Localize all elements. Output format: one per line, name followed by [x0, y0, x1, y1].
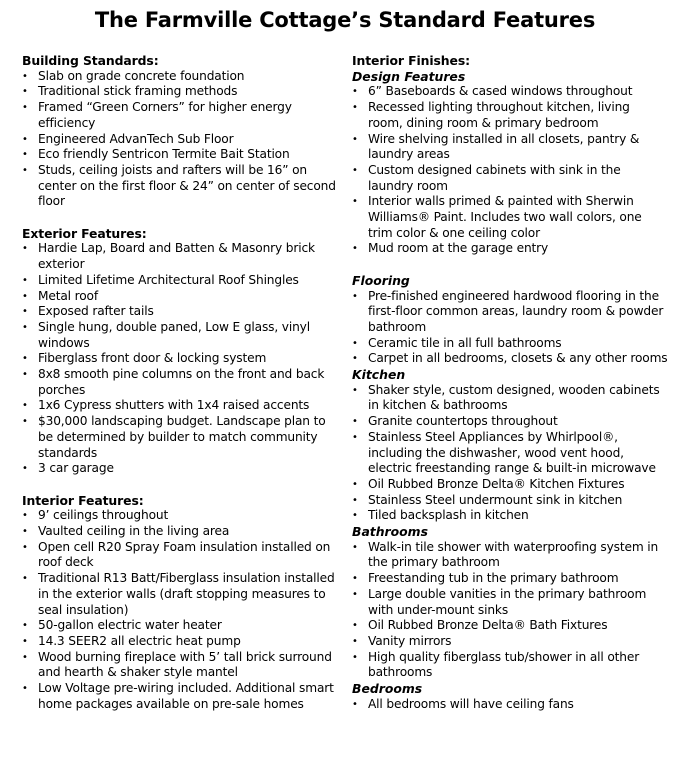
interior-features-list: [22, 508, 342, 712]
feature-list-item: • Exposed rafter tails: [22, 304, 342, 320]
feature-list-item: • Wood burning fireplace with 5’ tall brick surround and hearth & shaker style mantel: [22, 650, 342, 681]
building-standards-heading: Building Standards:: [22, 53, 159, 68]
feature-list-item: • Single hung, double paned, Low E glass, vinyl windows: [22, 320, 342, 351]
flooring-list: [352, 289, 668, 368]
feature-list-item: • Oil Rubbed Bronze Delta® Kitchen Fixtures: [352, 477, 668, 493]
kitchen-list: [352, 383, 668, 524]
bathrooms-list: [352, 540, 668, 681]
feature-list-item: • Tiled backsplash in kitchen: [352, 508, 668, 524]
feature-list-item: • 3 car garage: [22, 461, 342, 477]
feature-list-item: • Custom designed cabinets with sink in the laundry room: [352, 163, 668, 194]
feature-list-item: • All bedrooms will have ceiling fans: [352, 697, 668, 713]
feature-list-item: • Studs, ceiling joists and rafters will be 16” on center on the first floor & 24” on center of second floor: [22, 163, 342, 210]
feature-list-item: • Limited Lifetime Architectural Roof Shingles: [22, 273, 342, 289]
feature-list-item: • Recessed lighting throughout kitchen, living room, dining room & primary bedroom: [352, 100, 668, 131]
feature-list-item: • Interior walls primed & painted with Sherwin Williams® Paint. Includes two wall colors, one trim color & one ceiling color: [352, 194, 668, 241]
feature-list-item: • Large double vanities in the primary bathroom with under-mount sinks: [352, 587, 668, 618]
feature-list-item: • High quality fiberglass tub/shower in all other bathrooms: [352, 650, 668, 681]
feature-list-item: • Eco friendly Sentricon Termite Bait Station: [22, 147, 342, 163]
feature-list-item: • Slab on grade concrete foundation: [22, 69, 342, 85]
feature-list-item: • Traditional stick framing methods: [22, 84, 342, 100]
feature-list-item: • Wire shelving installed in all closets, pantry & laundry areas: [352, 132, 668, 163]
feature-list-item: • 50-gallon electric water heater: [22, 618, 342, 634]
interior-finishes-heading: Interior Finishes:: [352, 53, 470, 68]
feature-list-item: • Engineered AdvanTech Sub Floor: [22, 132, 342, 148]
feature-list-item: • Pre-finished engineered hardwood flooring in the first-floor common areas, laundry room & powder bathroom: [352, 289, 668, 336]
feature-list-item: • Hardie Lap, Board and Batten & Masonry brick exterior: [22, 241, 342, 272]
right-column: [352, 53, 668, 713]
feature-list-item: • Fiberglass front door & locking system: [22, 351, 342, 367]
feature-list-item: • Mud room at the garage entry: [352, 241, 668, 257]
flooring-heading: Flooring: [352, 272, 410, 288]
feature-list-item: • Vanity mirrors: [352, 634, 668, 650]
feature-list-item: • Walk-in tile shower with waterproofing system in the primary bathroom: [352, 540, 668, 571]
feature-list-item: • Low Voltage pre-wiring included. Additional smart home packages available on pre-sale homes: [22, 681, 342, 712]
feature-list-item: • Oil Rubbed Bronze Delta® Bath Fixtures: [352, 618, 668, 634]
feature-list-item: • Stainless Steel undermount sink in kitchen: [352, 493, 668, 509]
feature-list-item: • Freestanding tub in the primary bathroom: [352, 571, 668, 587]
feature-list-item: • Ceramic tile in all full bathrooms: [352, 336, 668, 352]
building-standards-list: [22, 69, 342, 210]
feature-list-item: • 6” Baseboards & cased windows throughout: [352, 84, 668, 100]
design-features-list: [352, 84, 668, 257]
left-column: [22, 53, 342, 713]
feature-list-item: • 9’ ceilings throughout: [22, 508, 342, 524]
page-title: The Farmville Cottage’s Standard Features: [94, 8, 596, 32]
feature-list-item: • Framed “Green Corners” for higher energy efficiency: [22, 100, 342, 131]
feature-list-item: • $30,000 landscaping budget. Landscape plan to be determined by builder to match community standards: [22, 414, 342, 461]
exterior-features-list: [22, 241, 342, 477]
exterior-features-heading: Exterior Features:: [22, 225, 147, 241]
feature-list-item: • Metal roof: [22, 289, 342, 305]
kitchen-heading: Kitchen: [352, 367, 406, 383]
feature-list-item: • Carpet in all bedrooms, closets & any other rooms: [352, 351, 668, 367]
feature-list-item: • Shaker style, custom designed, wooden cabinets in kitchen & bathrooms: [352, 383, 668, 414]
bedrooms-list: [352, 697, 668, 713]
feature-list-item: • Open cell R20 Spray Foam insulation installed on roof deck: [22, 540, 342, 571]
feature-list-item: • 14.3 SEER2 all electric heat pump: [22, 634, 342, 650]
feature-list-item: • 1x6 Cypress shutters with 1x4 raised accents: [22, 398, 342, 414]
bedrooms-heading: Bedrooms: [352, 681, 423, 697]
feature-list-item: • Stainless Steel Appliances by Whirlpool®, including the dishwasher, wood vent hood, electric freestanding range & built-in microwave: [352, 430, 668, 477]
interior-features-heading: Interior Features:: [22, 492, 144, 508]
design-features-heading: Design Features: [352, 68, 466, 84]
feature-list-item: • 8x8 smooth pine columns on the front and back porches: [22, 367, 342, 398]
feature-list-item: • Vaulted ceiling in the living area: [22, 524, 342, 540]
bathrooms-heading: Bathrooms: [352, 524, 428, 540]
feature-list-item: • Granite countertops throughout: [352, 414, 668, 430]
feature-list-item: • Traditional R13 Batt/Fiberglass insulation installed in the exterior walls (draft stopping measures to seal insulation): [22, 571, 342, 618]
